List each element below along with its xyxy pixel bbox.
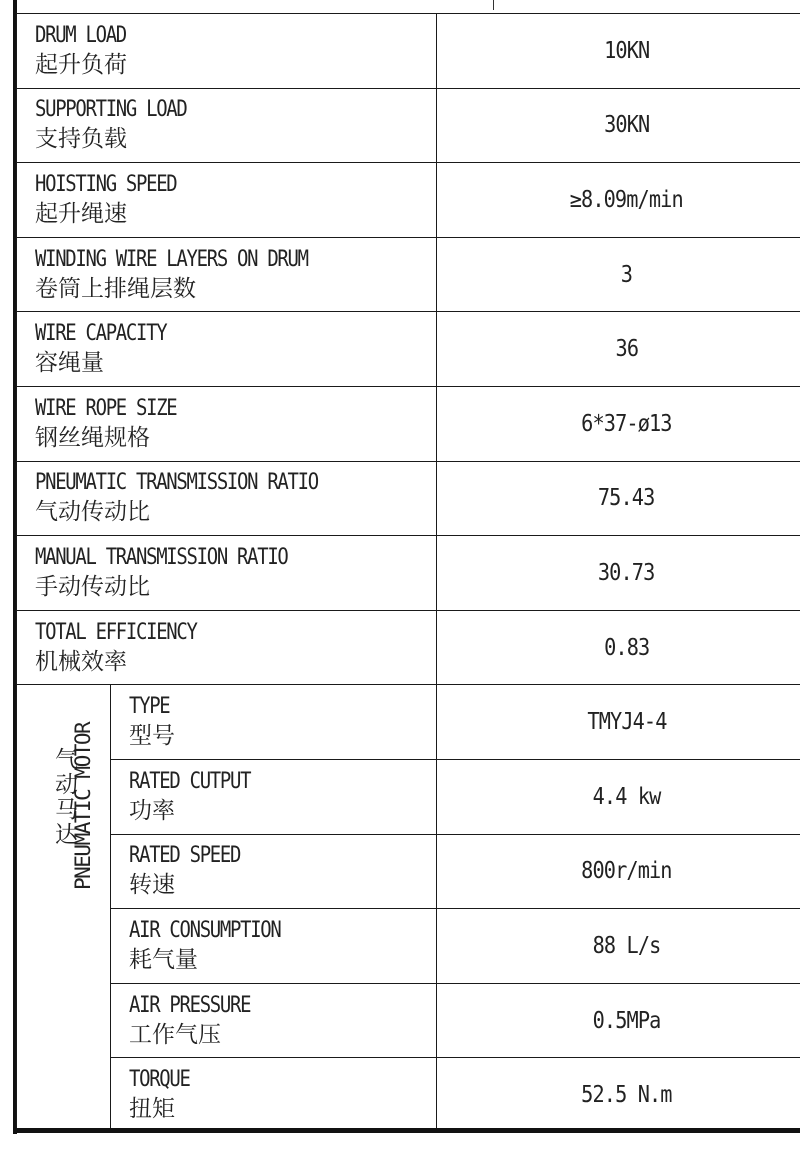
table-row — [17, 983, 800, 1058]
row-value: 52.5 N.m — [437, 1058, 800, 1133]
label-zh: 支持负载 — [35, 126, 127, 153]
label-en: WIRE CAPACITY — [35, 321, 167, 347]
table-row — [17, 685, 800, 760]
row-value: 30KN — [437, 88, 800, 163]
row-label — [111, 983, 437, 1058]
row-value: 0.5MPa — [437, 983, 800, 1058]
label-zh: 型号 — [129, 723, 175, 750]
label-zh: 起升绳速 — [35, 200, 127, 227]
row-label — [17, 14, 437, 89]
table-row — [17, 909, 800, 984]
label-en: TORQUE — [129, 1067, 190, 1093]
row-label — [17, 386, 437, 461]
label-en: WINDING WIRE LAYERS ON DRUM — [35, 246, 308, 272]
table-row — [17, 834, 800, 909]
row-label — [17, 536, 437, 611]
label-en: WIRE ROPE SIZE — [35, 395, 177, 421]
row-label — [111, 1058, 437, 1133]
row-value: 10KN — [437, 14, 800, 89]
table-row — [17, 759, 800, 834]
label-zh: 手动传动比 — [35, 573, 150, 600]
table-row — [17, 237, 800, 312]
row-value: 88 L/s — [437, 909, 800, 984]
label-en: TOTAL EFFICIENCY — [35, 619, 197, 645]
table-row — [17, 14, 800, 89]
table-row — [17, 88, 800, 163]
label-en: RATED CUTPUT — [129, 768, 251, 794]
table-row — [17, 1058, 800, 1133]
top-border — [16, 0, 800, 14]
row-value: ≥8.09m/min — [437, 163, 800, 238]
label-zh: 扭矩 — [129, 1096, 175, 1123]
motor-group-en: PNEUMATIC MOTOR — [71, 723, 95, 891]
row-value: 75.43 — [437, 461, 800, 536]
table-row — [17, 536, 800, 611]
label-zh: 功率 — [129, 797, 175, 824]
top-tick — [493, 0, 494, 10]
label-en: DRUM LOAD — [35, 22, 126, 48]
label-zh: 耗气量 — [129, 946, 198, 973]
row-label — [17, 610, 437, 685]
label-en: HOISTING SPEED — [35, 171, 177, 197]
label-zh: 卷筒上排绳层数 — [35, 275, 196, 302]
label-en: PNEUMATIC TRANSMISSION RATIO — [35, 470, 318, 496]
row-label — [17, 312, 437, 387]
label-en: AIR PRESSURE — [129, 992, 251, 1018]
label-zh: 容绳量 — [35, 350, 104, 377]
label-en: AIR CONSUMPTION — [129, 917, 281, 943]
label-en: SUPPORTING LOAD — [35, 97, 187, 123]
table-row — [17, 610, 800, 685]
row-value: 36 — [437, 312, 800, 387]
row-value: TMYJ4-4 — [437, 685, 800, 760]
row-value: 0.83 — [437, 610, 800, 685]
motor-group-zh: 气动马达 — [52, 747, 78, 848]
row-value: 4.4 kw — [437, 759, 800, 834]
frame-bottom-border — [13, 1128, 800, 1133]
label-en: MANUAL TRANSMISSION RATIO — [35, 544, 288, 570]
row-label — [17, 461, 437, 536]
label-zh: 工作气压 — [129, 1021, 221, 1048]
table-row — [17, 461, 800, 536]
row-label — [111, 909, 437, 984]
row-label — [17, 237, 437, 312]
row-label — [111, 685, 437, 760]
label-zh: 转速 — [129, 872, 175, 899]
row-value: 6*37-ø13 — [437, 386, 800, 461]
label-zh: 起升负荷 — [35, 51, 127, 78]
table-row — [17, 163, 800, 238]
specification-table — [16, 13, 800, 1133]
row-value: 800r/min — [437, 834, 800, 909]
label-en: RATED SPEED — [129, 843, 241, 869]
label-en: TYPE — [129, 694, 170, 720]
row-label — [111, 759, 437, 834]
row-value: 3 — [437, 237, 800, 312]
label-zh: 机械效率 — [35, 648, 127, 675]
row-label — [17, 163, 437, 238]
row-value: 30.73 — [437, 536, 800, 611]
table-row — [17, 386, 800, 461]
motor-group-label — [17, 685, 111, 1133]
row-label — [111, 834, 437, 909]
row-label — [17, 88, 437, 163]
label-zh: 气动传动比 — [35, 499, 150, 526]
table-row — [17, 312, 800, 387]
label-zh: 钢丝绳规格 — [35, 424, 150, 451]
